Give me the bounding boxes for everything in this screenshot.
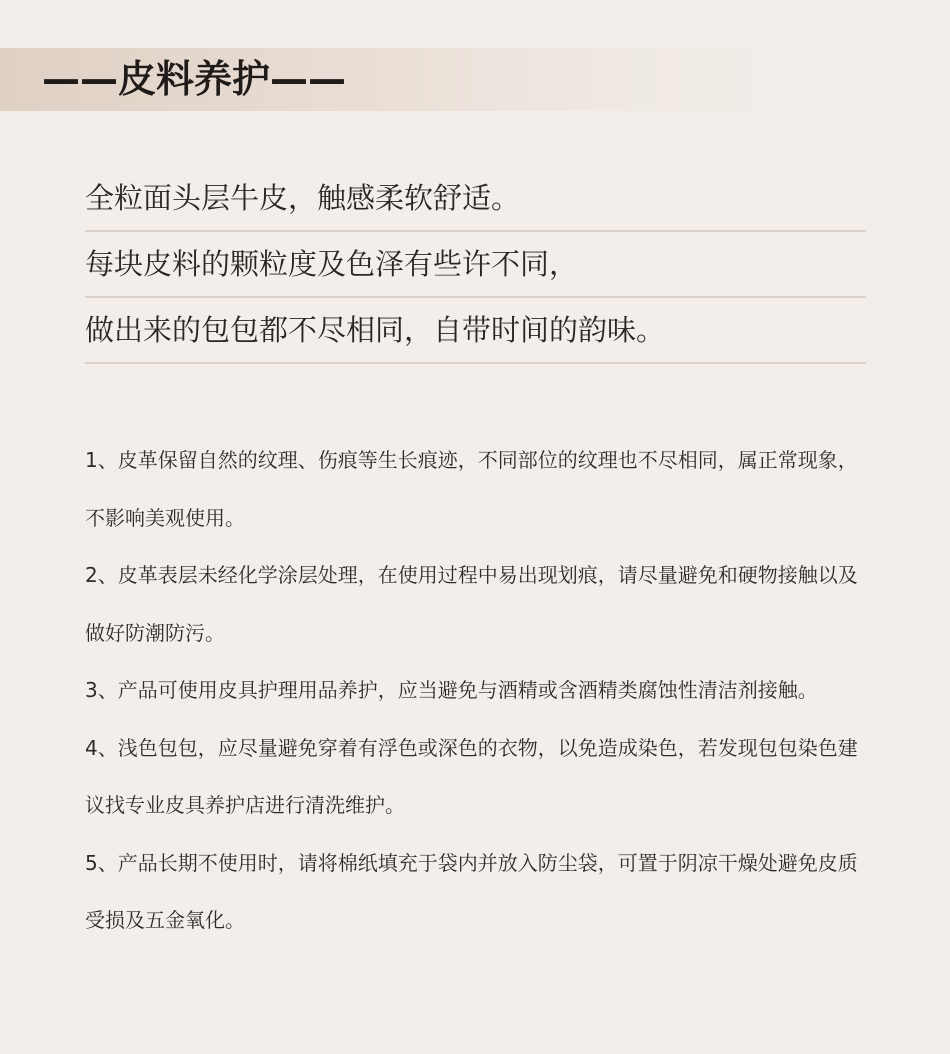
intro-line: 全粒面头层牛皮，触感柔软舒适。 bbox=[85, 166, 866, 232]
section-banner bbox=[0, 48, 950, 111]
care-note-5: 5、产品长期不使用时，请将棉纸填充于袋内并放入防尘袋，可置于阴凉干燥处避免皮质受损及五金氧化。 bbox=[85, 850, 858, 932]
care-note-2: 2、皮革表层未经化学涂层处理，在使用过程中易出现划痕，请尽量避免和硬物接触以及做好防潮防污。 bbox=[85, 563, 858, 645]
care-note-3: 3、产品可使用皮具护理用品养护，应当避免与酒精或含酒精类腐蚀性清洁剂接触。 bbox=[85, 678, 818, 702]
intro-block bbox=[85, 166, 866, 364]
intro-line: 做出来的包包都不尽相同，自带时间的韵味。 bbox=[85, 298, 866, 364]
section-title: ——皮料养护—— bbox=[42, 57, 347, 101]
care-note-1: 1、皮革保留自然的纹理、伤痕等生长痕迹，不同部位的纹理也不尽相同，属正常现象，不影响美观使用。 bbox=[85, 448, 858, 530]
intro-line: 每块皮料的颗粒度及色泽有些许不同， bbox=[85, 232, 866, 298]
care-note-4: 4、浅色包包，应尽量避免穿着有浮色或深色的衣物，以免造成染色，若发现包包染色建议找专业皮具养护店进行清洗维护。 bbox=[85, 735, 858, 817]
care-notes-list bbox=[85, 432, 870, 950]
